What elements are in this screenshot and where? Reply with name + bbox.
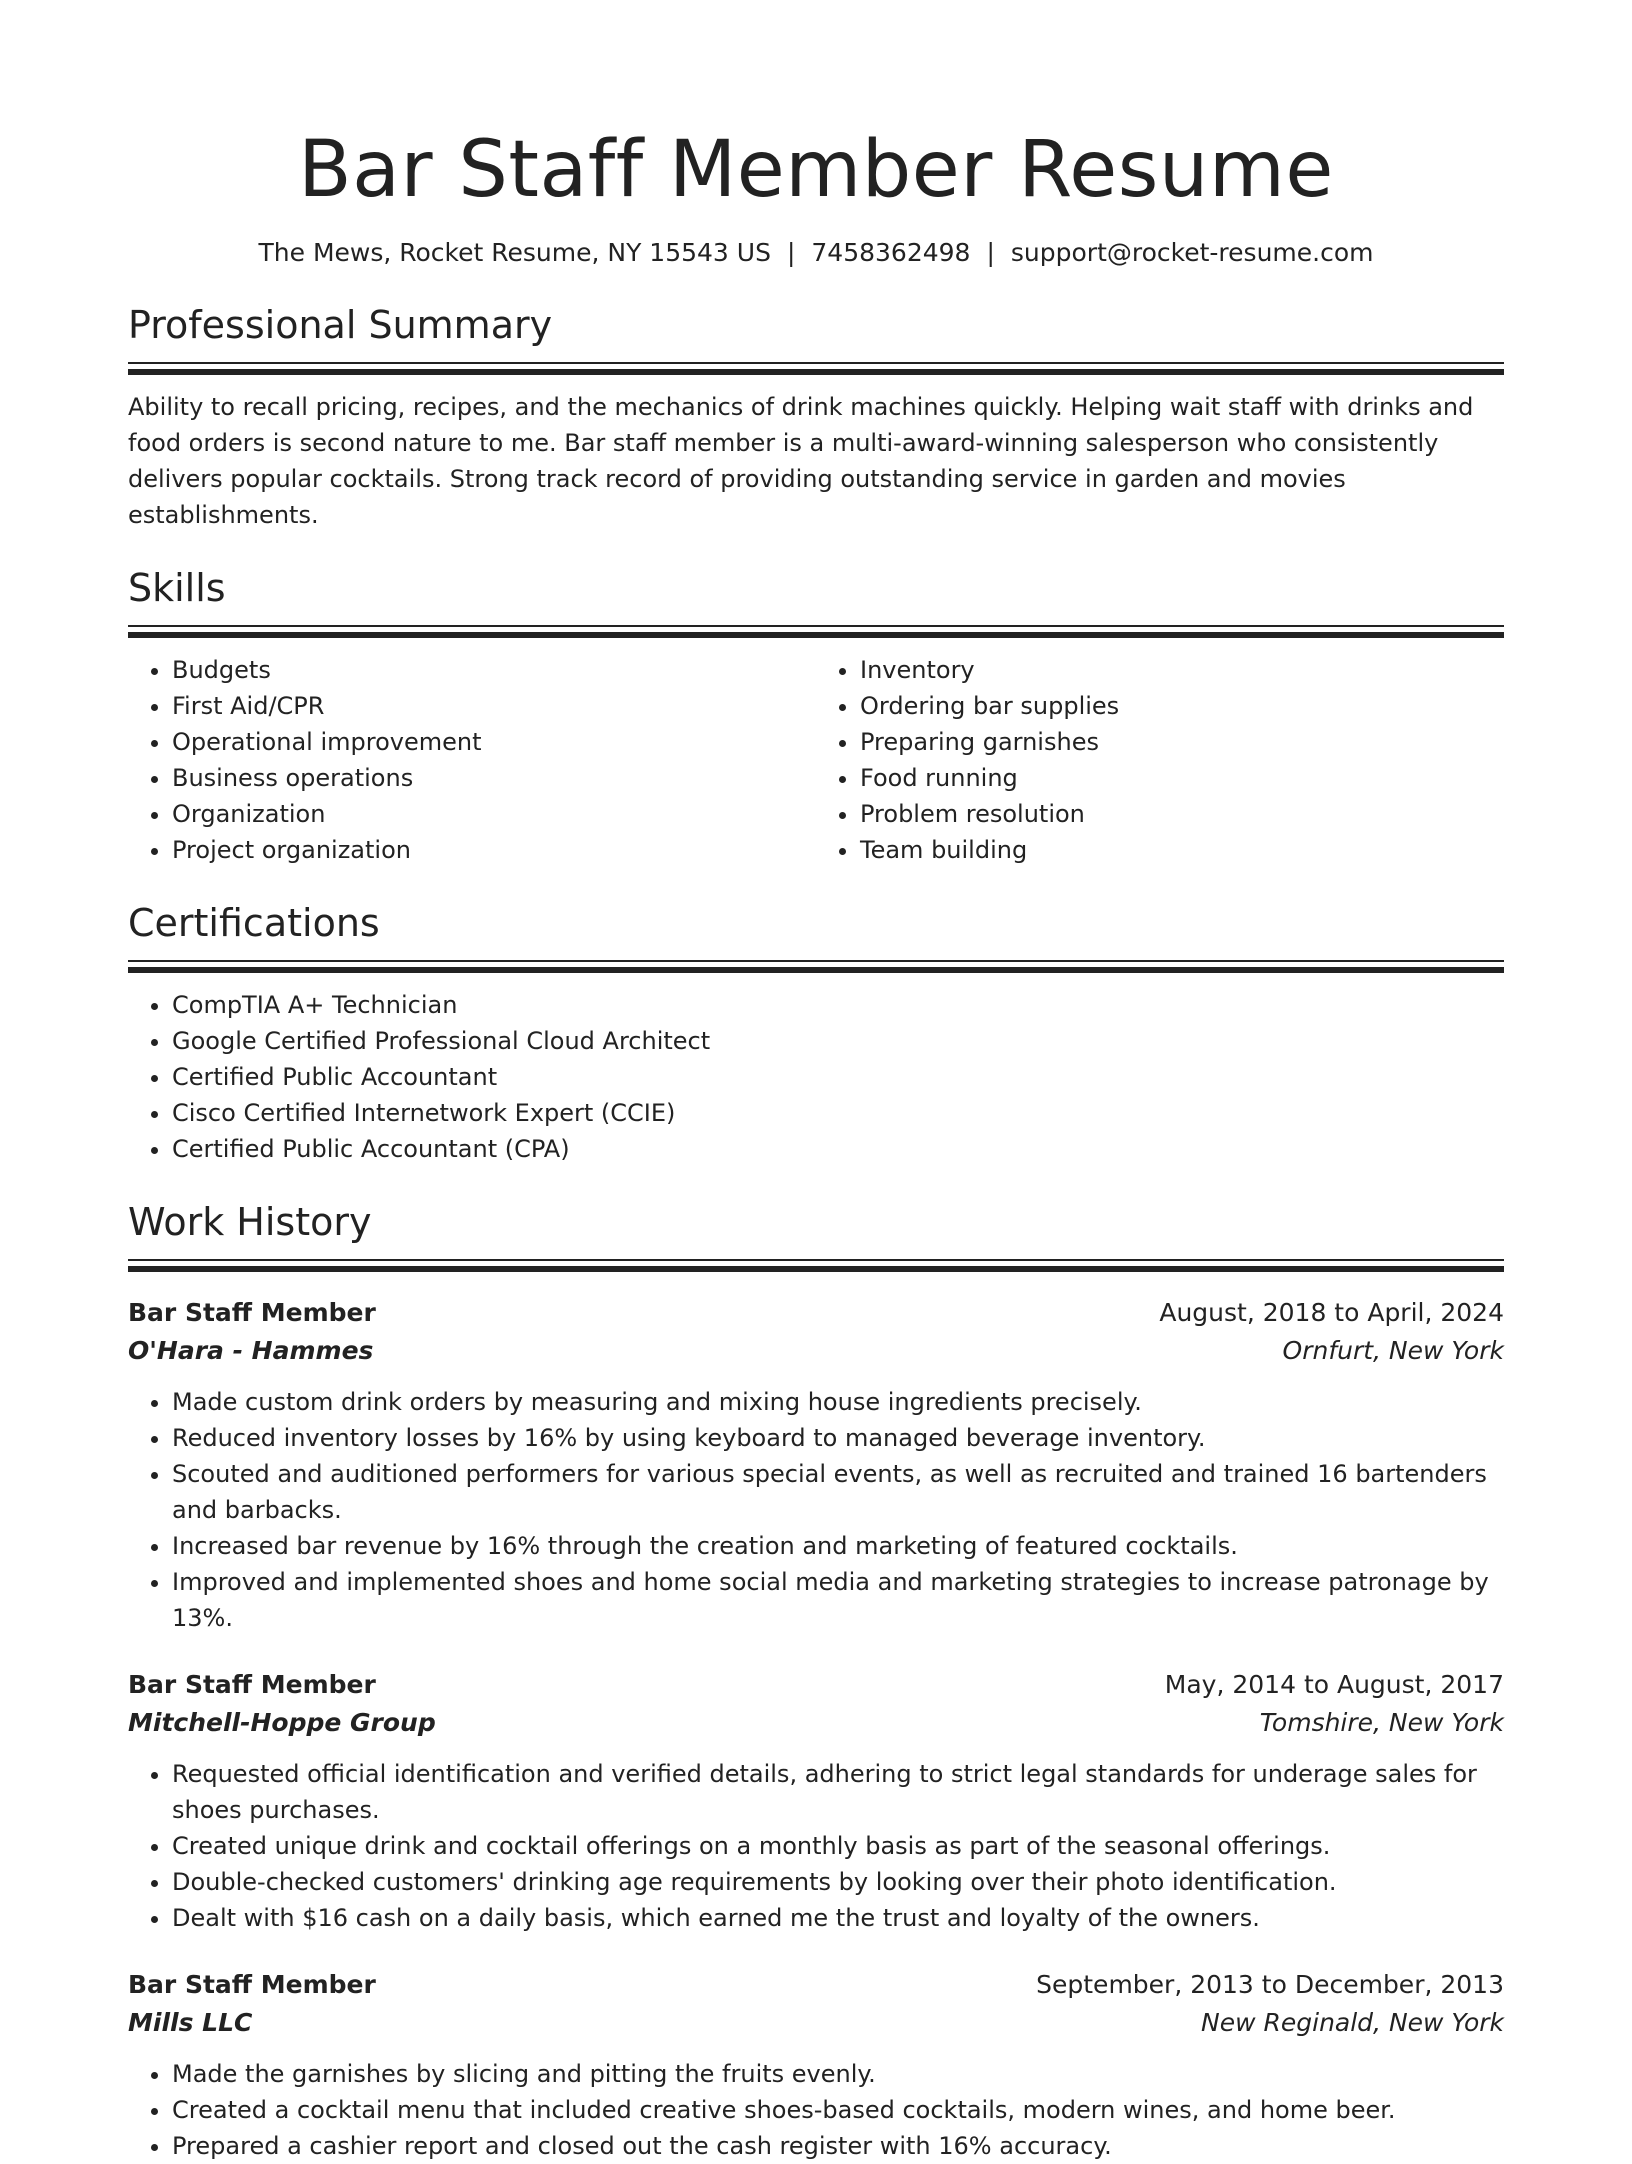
certifications-section	[128, 898, 1504, 1167]
skill-item: • Organization	[172, 796, 816, 832]
skill-item: • Inventory	[860, 652, 1504, 688]
job-company-row	[128, 2004, 1504, 2042]
contact-address: The Mews, Rocket Resume, NY 15543 US	[258, 238, 771, 267]
job-company: Mills LLC	[128, 2008, 253, 2037]
job-header-row	[128, 1966, 1504, 2004]
job-company-row	[128, 1332, 1504, 1370]
skills-section	[128, 563, 1504, 868]
work-history-section	[128, 1197, 1504, 2164]
contact-separator: |	[986, 238, 995, 267]
contact-phone: 7458362498	[811, 238, 971, 267]
skills-list-right	[816, 652, 1504, 868]
job-bullet: • Made the garnishes by slicing and pitting the fruits evenly.	[172, 2056, 1504, 2092]
section-rule-thick	[128, 967, 1504, 973]
job-bullet: • Prepared a cashier report and closed out the cash register with 16% accuracy.	[172, 2128, 1504, 2164]
section-rule-thin	[128, 362, 1504, 364]
certification-item: • Certified Public Accountant	[172, 1059, 1504, 1095]
skill-item: • Preparing garnishes	[860, 724, 1504, 760]
skill-item: • Operational improvement	[172, 724, 816, 760]
skills-columns	[128, 638, 1504, 868]
skill-item: • Business operations	[172, 760, 816, 796]
summary-heading: Professional Summary	[128, 303, 553, 347]
job-title: Bar Staff Member	[128, 1298, 376, 1327]
job-bullet: • Increased bar revenue by 16% through the creation and marketing of featured cocktails.	[172, 1528, 1504, 1564]
job-title: Bar Staff Member	[128, 1970, 376, 1999]
skill-item: • First Aid/CPR	[172, 688, 816, 724]
skill-item: • Team building	[860, 832, 1504, 868]
job-dates: May, 2014 to August, 2017	[1164, 1670, 1504, 1699]
job-header-row	[128, 1294, 1504, 1332]
job-company: O'Hara - Hammes	[128, 1336, 374, 1365]
job-bullet: • Double-checked customers' drinking age requirements by looking over their photo identification.	[172, 1864, 1504, 1900]
section-rule-thin	[128, 1259, 1504, 1261]
resume-title: Bar Staff Member Resume	[298, 125, 1334, 215]
certification-item: • Google Certified Professional Cloud Architect	[172, 1023, 1504, 1059]
skill-item: • Food running	[860, 760, 1504, 796]
job-bullets	[128, 2056, 1504, 2164]
contact-email: support@rocket-resume.com	[1010, 238, 1374, 267]
job-bullet: • Improved and implemented shoes and home social media and marketing strategies to increase patronage by 13%.	[172, 1564, 1504, 1636]
job-dates: August, 2018 to April, 2024	[1159, 1298, 1504, 1327]
skill-item: • Project organization	[172, 832, 816, 868]
job-company-row	[128, 1704, 1504, 1742]
contact-separator: |	[786, 238, 796, 267]
skill-item: • Problem resolution	[860, 796, 1504, 832]
section-rule-thick	[128, 1266, 1504, 1272]
contact-line	[128, 236, 1504, 270]
skills-heading: Skills	[128, 566, 226, 610]
job-location: Ornfurt, New York	[1282, 1336, 1504, 1365]
job-bullets	[128, 1384, 1504, 1636]
job-bullet: • Dealt with $16 cash on a daily basis, which earned me the trust and loyalty of the owners.	[172, 1900, 1504, 1936]
skills-list-left	[128, 652, 816, 868]
job-entry	[128, 1294, 1504, 1636]
work-history-heading: Work History	[128, 1200, 372, 1244]
job-bullet: • Scouted and auditioned performers for various special events, as well as recruited and trained 16 bartenders and barbacks.	[172, 1456, 1504, 1528]
job-bullets	[128, 1756, 1504, 1936]
job-bullet: • Reduced inventory losses by 16% by using keyboard to managed beverage inventory.	[172, 1420, 1504, 1456]
certifications-heading: Certifications	[128, 901, 380, 945]
certification-item: • Certified Public Accountant (CPA)	[172, 1131, 1504, 1167]
job-bullet: • Made custom drink orders by measuring and mixing house ingredients precisely.	[172, 1384, 1504, 1420]
job-entry	[128, 1666, 1504, 1936]
summary-section	[128, 300, 1504, 533]
job-entry	[128, 1966, 1504, 2164]
job-company: Mitchell-Hoppe Group	[128, 1708, 436, 1737]
job-location: Tomshire, New York	[1259, 1708, 1504, 1737]
job-dates: September, 2013 to December, 2013	[1036, 1970, 1504, 1999]
certification-item: • Cisco Certified Internetwork Expert (CCIE)	[172, 1095, 1504, 1131]
summary-text: Ability to recall pricing, recipes, and the mechanics of drink machines quickly. Helping wait staff with drinks and food orders is second nature to me. Bar staff member is a multi-award-winning salesperson who consistently delivers popular cocktails. Strong track record of providing outstanding service in garden and movies establishments.	[128, 393, 1474, 529]
section-rule-thin	[128, 960, 1504, 962]
section-rule-thin	[128, 625, 1504, 627]
skill-item: • Ordering bar supplies	[860, 688, 1504, 724]
certification-item: • CompTIA A+ Technician	[172, 987, 1504, 1023]
certifications-list	[128, 987, 1504, 1167]
job-bullet: • Requested official identification and verified details, adhering to strict legal standards for underage sales for shoes purchases.	[172, 1756, 1504, 1828]
job-location: New Reginald, New York	[1201, 2008, 1504, 2037]
job-header-row	[128, 1666, 1504, 1704]
job-bullet: • Created a cocktail menu that included creative shoes-based cocktails, modern wines, and home beer.	[172, 2092, 1504, 2128]
skill-item: • Budgets	[172, 652, 816, 688]
job-bullet: • Created unique drink and cocktail offerings on a monthly basis as part of the seasonal offerings.	[172, 1828, 1504, 1864]
job-title: Bar Staff Member	[128, 1670, 376, 1699]
section-rule-thick	[128, 369, 1504, 375]
